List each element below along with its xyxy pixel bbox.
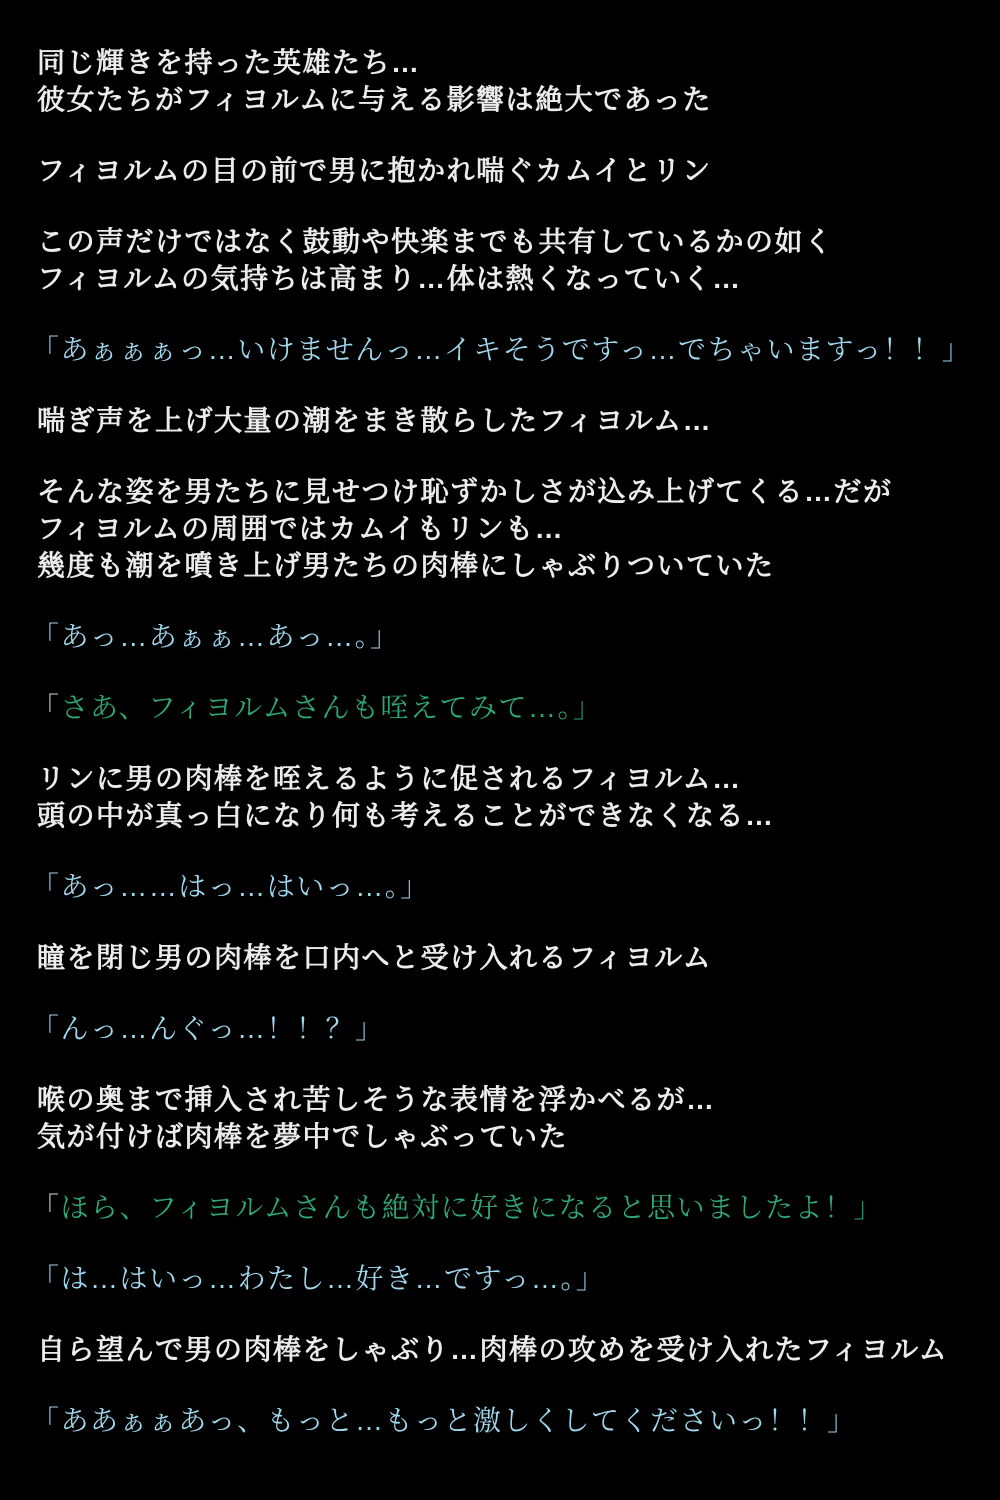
paragraph xyxy=(37,223,980,297)
narration-line: フィヨルムの目の前で男に抱かれ喘ぐカムイとリン xyxy=(37,155,712,186)
paragraph xyxy=(31,868,980,905)
dialogue-text: ほら、フィヨルムさんも絶対に好きになると思いましたよ！」 xyxy=(60,1192,884,1223)
dialogue-line-cyan: 「んっ…んぐっ…！！？」 xyxy=(31,1013,385,1044)
narration-line: 喘ぎ声を上げ大量の潮をまき散らしたフィヨルム… xyxy=(37,405,713,436)
paragraph xyxy=(37,1081,980,1155)
dialogue-line-cyan: 「あっ……はっ…はいっ…。」 xyxy=(31,871,430,902)
narration-line: 彼女たちがフィヨルムに与える影響は絶大であった xyxy=(37,84,712,115)
narration-line: 瞳を閉じ男の肉棒を口内へと受け入れるフィヨルム xyxy=(37,942,713,973)
paragraph xyxy=(31,1189,980,1226)
paragraph xyxy=(37,760,980,834)
paragraph xyxy=(31,618,980,655)
narration-line: この声だけではなく鼓動や快楽までも共有しているかの如く xyxy=(37,226,834,257)
narration-line: リンに男の肉棒を咥えるように促されるフィヨルム… xyxy=(37,763,742,794)
dialogue-line-green xyxy=(31,1189,980,1226)
paragraph xyxy=(37,939,980,976)
narration-line: 頭の中が真っ白になり何も考えることができなくなる… xyxy=(37,800,775,831)
paragraph xyxy=(37,473,980,584)
dialogue-text: さあ、フィヨルムさんも咥えてみて…。」 xyxy=(60,692,603,723)
narration-line: 幾度も潮を噴き上げ男たちの肉棒にしゃぶりついていた xyxy=(37,550,775,581)
narration-line: 同じ輝きを持った英雄たち… xyxy=(37,47,421,78)
dialogue-line-green xyxy=(31,689,980,726)
narration-line: フィヨルムの気持ちは高まり…体は熱くなっていく… xyxy=(37,263,742,294)
dialogue-line-cyan: 「ああぁぁあっ、もっと…もっと激しくしてくださいっ！！」 xyxy=(31,1405,857,1436)
narration-line: 自ら望んで男の肉棒をしゃぶり…肉棒の攻めを受け入れたフィヨルム xyxy=(37,1334,949,1365)
narration-line: 気が付けば肉棒を夢中でしゃぶっていた xyxy=(37,1121,569,1152)
narration-line: フィヨルムの周囲ではカムイもリンも… xyxy=(37,513,565,544)
paragraph xyxy=(37,44,980,118)
paragraph xyxy=(31,331,980,368)
dialogue-line-cyan: 「あっ…あぁぁ…あっ…。」 xyxy=(31,621,400,652)
quote-open-bracket: 「 xyxy=(31,692,61,723)
narration-line: そんな姿を男たちに見せつけ恥ずかしさが込み上げてくる…だが xyxy=(37,476,893,507)
paragraph xyxy=(37,1331,980,1368)
paragraph xyxy=(37,402,980,439)
quote-open-bracket: 「 xyxy=(31,1192,61,1223)
dialogue-line-cyan: 「あぁぁぁっ…いけませんっ…イキそうですっ…でちゃいますっ！！」 xyxy=(31,334,972,365)
paragraph xyxy=(31,1010,980,1047)
paragraph xyxy=(37,152,980,189)
paragraph xyxy=(31,1260,980,1297)
paragraph xyxy=(31,1402,980,1439)
dialogue-line-cyan: 「は…はいっ…わたし…好き…ですっ…。」 xyxy=(31,1263,606,1294)
paragraph xyxy=(31,689,980,726)
narration-line: 喉の奥まで挿入され苦しそうな表情を浮かべるが… xyxy=(37,1084,716,1115)
